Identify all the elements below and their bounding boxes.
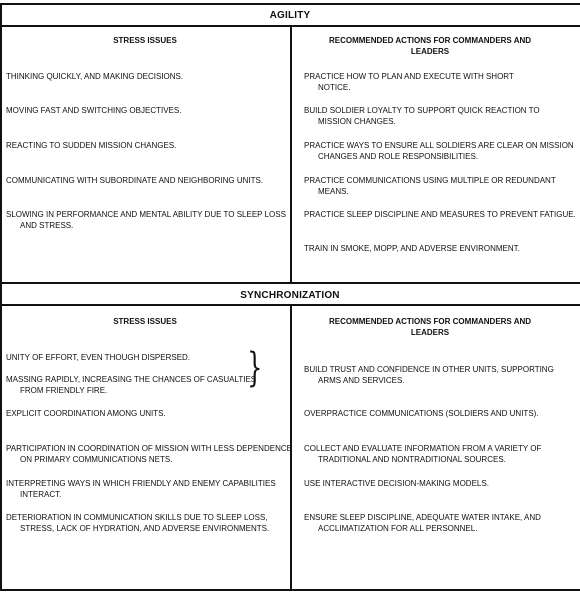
sync-action-1: BUILD TRUST AND CONFIDENCE IN OTHER UNITS, SUPPORTING ARMS AND SERVICES. [304,365,554,385]
agility-action-4: PRACTICE COMMUNICATIONS USING MULTIPLE OR REDUNDANT MEANS. [304,176,556,196]
agility-action-3: PRACTICE WAYS TO ENSURE ALL SOLDIERS ARE CLEAR ON MISSION CHANGES AND ROLE RESPONSIBILITIES. [304,141,574,161]
agility-issue-1: THINKING QUICKLY, AND MAKING DECISIONS. [6,72,184,81]
sync-action-5: ENSURE SLEEP DISCIPLINE, ADEQUATE WATER INTAKE, AND ACCLIMATIZATION FOR ALL PERSONNEL. [304,513,541,533]
sync-actions-header: RECOMMENDED ACTIONS FOR COMMANDERS AND LEADERS [328,317,532,337]
sync-action-2: OVERPRACTICE COMMUNICATIONS (SOLDIERS AND UNITS). [304,409,539,418]
sync-action-4: USE INTERACTIVE DECISION-MAKING MODELS. [304,479,489,488]
agility-issues-header: STRESS ISSUES [113,36,177,45]
agility-action-6: TRAIN IN SMOKE, MOPP, AND ADVERSE ENVIRONMENT. [304,244,520,253]
sync-issue-1: UNITY OF EFFORT, EVEN THOUGH DISPERSED. [6,353,191,362]
sync-issue-2: MASSING RAPIDLY, INCREASING THE CHANCES OF CASUALTIES FROM FRIENDLY FIRE. [6,375,257,395]
agility-action-1: PRACTICE HOW TO PLAN AND EXECUTE WITH SHORT NOTICE. [304,72,514,92]
section-title-synchronization: SYNCHRONIZATION [240,290,340,301]
sync-issue-3: EXPLICIT COORDINATION AMONG UNITS. [6,409,166,418]
agility-issue-5: SLOWING IN PERFORMANCE AND MENTAL ABILITY DUE TO SLEEP LOSS AND STRESS. [6,210,286,230]
agility-issue-3: REACTING TO SUDDEN MISSION CHANGES. [6,141,177,150]
agility-column-divider [290,26,292,283]
sync-issue-5: INTERPRETING WAYS IN WHICH FRIENDLY AND ENEMY CAPABILITIES INTERACT. [6,479,276,499]
top-rule [0,3,580,5]
agility-actions-header: RECOMMENDED ACTIONS FOR COMMANDERS AND LEADERS [328,36,532,56]
agility-action-5: PRACTICE SLEEP DISCIPLINE AND MEASURES TO PREVENT FATIGUE. [304,210,576,219]
sync-issue-6: DETERIORATION IN COMMUNICATION SKILLS DUE TO SLEEP LOSS, STRESS, LACK OF HYDRATION, AND ADVERSE ENVIRONMENTS. [6,513,270,533]
sync-issues-header: STRESS ISSUES [113,317,177,326]
curly-brace-icon: } [247,345,263,391]
agility-issue-4: COMMUNICATING WITH SUBORDINATE AND NEIGHBORING UNITS. [6,176,264,185]
section-title-agility: AGILITY [269,10,311,21]
agility-issue-2: MOVING FAST AND SWITCHING OBJECTIVES. [6,106,182,115]
sync-issue-4: PARTICIPATION IN COORDINATION OF MISSION WITH LESS DEPENDENCE ON PRIMARY COMMUNICATIONS NETS. [6,444,292,464]
sync-action-3: COLLECT AND EVALUATE INFORMATION FROM A VARIETY OF TRADITIONAL AND NONTRADITIONAL SOURCES. [304,444,542,464]
agility-action-2: BUILD SOLDIER LOYALTY TO SUPPORT QUICK REACTION TO MISSION CHANGES. [304,106,540,126]
